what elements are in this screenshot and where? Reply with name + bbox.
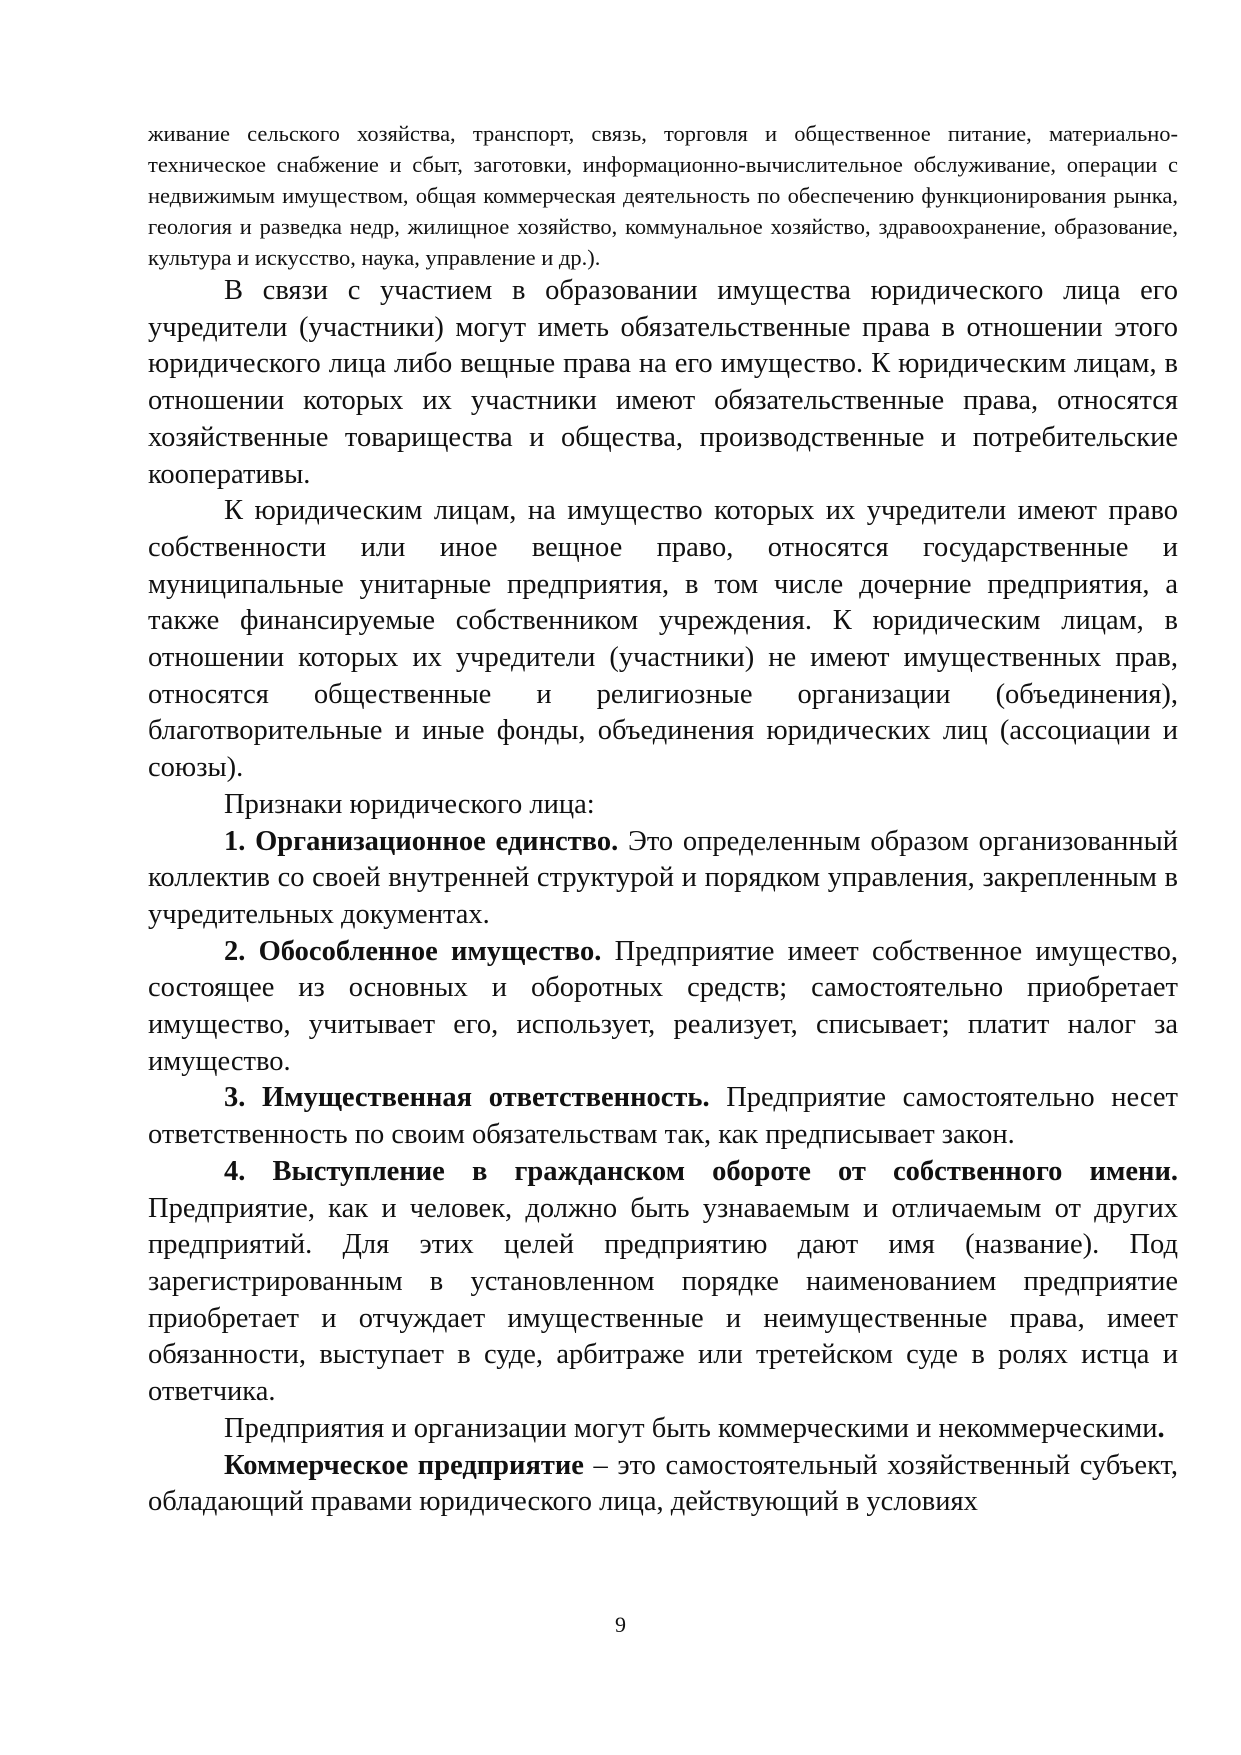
document-page [148,118,1178,1521]
feature-title-3: 3. Имущественная ответственность. [224,1082,710,1114]
commercial-term: Коммерческое предприятие [224,1449,584,1481]
paragraph-founders-rights: В связи с участием в образовании имущества юридического лица его учредители (участники) могут иметь обязательственные права в отношении этого юридического лица либо вещные права на его имущество. К юридическим лицам, в отношении которых их участники имеют обязательственные права, относятся хозяйственные товарищества и общества, производственные и потребительские кооперативы. [148,275,1178,490]
feature-title-1: 1. Организационное единство. [224,825,619,857]
paragraph-property-rights: К юридическим лицам, на имущество которых их учредители имеют право собственности или иное вещное право, относятся государственные и муниципальные унитарные предприятия, в том числе дочерние предприятия, а также финансируемые собственником учреждения. К юридическим лицам, в отношении которых их учредители (участники) не имеют имущественных прав, относятся общественные и религиозные организации (объединения), благотворительные и иные фонды, объединения юридических лиц (ассоциации и союзы). [148,495,1178,784]
feature-text-3: Предприятие самостоятельно несет ответственность по своим обязательствам так, как предписывает закон. [148,1082,1179,1151]
feature-title-4: 4. Выступление в гражданском обороте от собственного имени. [224,1155,1178,1187]
enterprise-types-text: Предприятия и организации могут быть коммерческими и некоммерческими [224,1412,1158,1444]
feature-title-2: 2. Обособленное имущество. [224,935,602,967]
feature-item-3 [148,1080,1178,1153]
feature-item-2 [148,934,1178,1081]
main-text [148,273,1178,1521]
enterprise-types-period: . [1157,1412,1165,1444]
paragraph-enterprise-types [148,1411,1178,1448]
feature-text-1: Это определенным образом организованный коллектив со своей внутренней структурой и порядком управления, закрепленным в учредительных документах. [148,825,1178,930]
features-heading: Признаки юридического лица: [224,788,595,820]
commercial-definition-text: – это самостоятельный хозяйственный субъект, обладающий правами юридического лица, действующий в условиях [148,1449,1178,1518]
intro-fragment: живание сельского хозяйства, транспорт, связь, торговля и общественное питание, материально-техническое снабжение и сбыт, заготовки, информационно-вычислительное обслуживание, операции с недвижимым имуществом, общая коммерческая деятельность по обеспечению функционирования рынка, геология и разведка недр, жилищное хозяйство, коммунальное хозяйство, здравоохранение, образование, культура и искусство, наука, управление и др.). [148,121,1178,270]
page-number: 9 [615,1612,626,1637]
feature-item-1 [148,824,1178,934]
paragraph-commercial-definition [148,1448,1178,1521]
feature-text-2: Предприятие имеет собственное имущество, состоящее из основных и оборотных средств; самостоятельно приобретает имущество, учитывает его, использует, реализует, списывает; платит налог за имущество. [148,935,1178,1077]
feature-item-4 [148,1154,1178,1411]
feature-text-4: Предприятие, как и человек, должно быть узнаваемым и отличаемым от других предприятий. Для этих целей предприятию дают имя (название). Под зарегистрированным в установленном порядке наименованием предприятие приобретает и отчуждает имущественные и неимущественные права, имеет обязанности, выступает в суде, арбитраже или третейском суде в ролях истца и ответчика. [148,1192,1178,1408]
